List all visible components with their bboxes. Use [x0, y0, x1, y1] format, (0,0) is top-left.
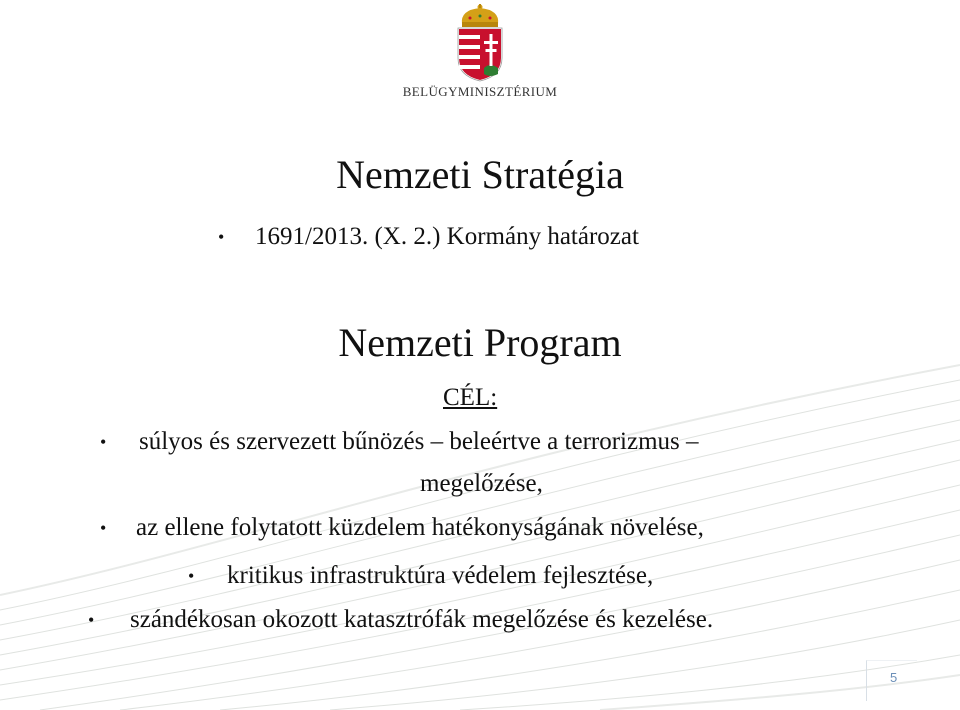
ministry-name: BELÜGYMINISZTÉRIUM: [402, 84, 558, 99]
bullet-icon: •: [188, 566, 195, 586]
goal-label-text: CÉL:: [443, 384, 498, 411]
bullet-icon: •: [218, 227, 225, 247]
goal-item-1-cont: megelőzése,: [420, 470, 543, 497]
bullet-icon: •: [100, 518, 107, 538]
goal-label: [443, 383, 497, 413]
goal-item-1: súlyos és szervezett bűnözés – beleértve a terrorizmus –: [139, 428, 699, 455]
strategy-decree: 1691/2013. (X. 2.) Kormány határozat: [255, 223, 639, 250]
title-nemzeti-strategia: Nemzeti Stratégia: [336, 152, 624, 197]
bullet-icon: •: [88, 610, 95, 630]
goal-item-2: az ellene folytatott küzdelem hatékonyságának növelése,: [136, 514, 704, 541]
bullet-icon: •: [100, 432, 107, 452]
title-nemzeti-program: Nemzeti Program: [338, 320, 622, 365]
goal-item-4: szándékosan okozott katasztrófák megelőzése és kezelése.: [130, 606, 714, 633]
goal-item-3: kritikus infrastruktúra védelem fejlesztése,: [227, 562, 654, 589]
slide-number: 5: [890, 670, 898, 685]
